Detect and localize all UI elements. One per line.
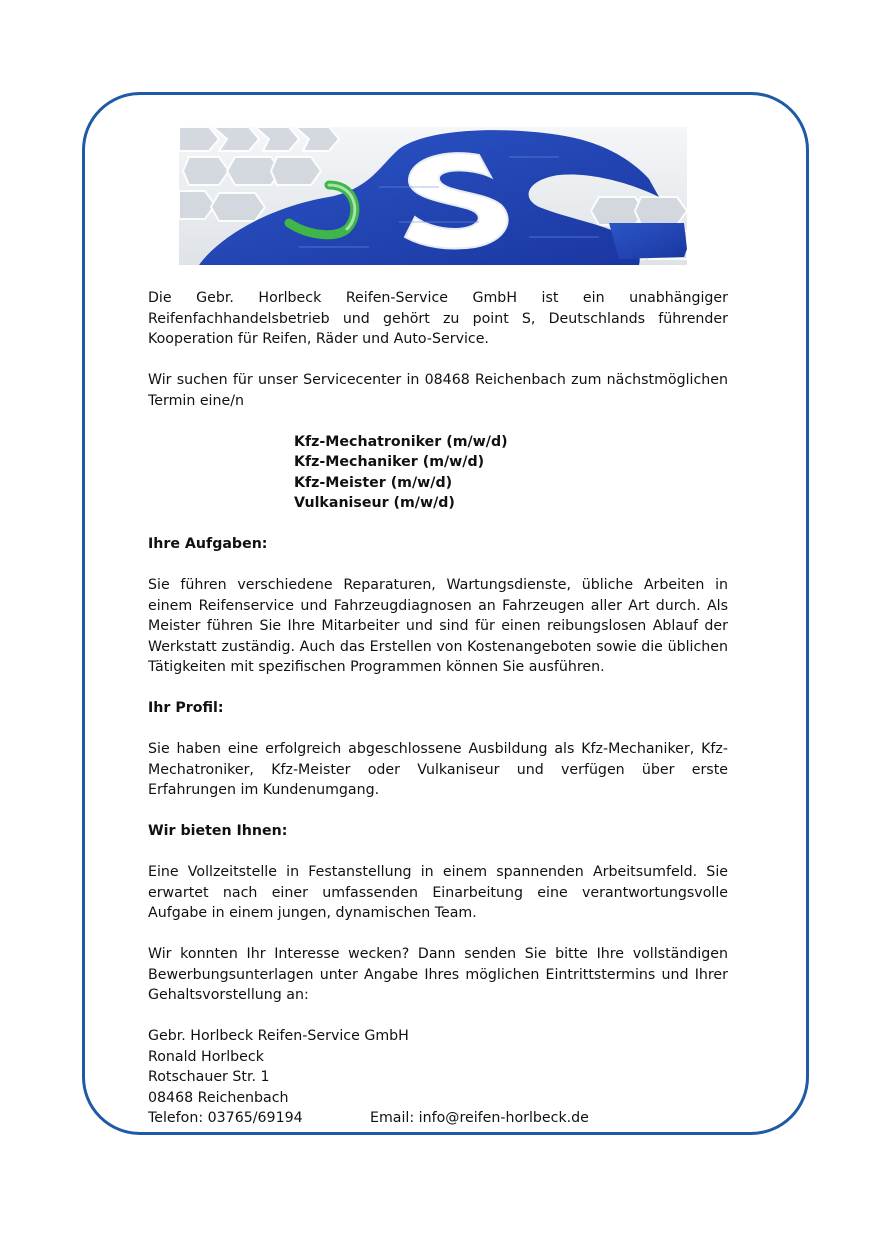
contact-email[interactable]: Email: info@reifen-horlbeck.de [370,1110,589,1126]
profile-heading: Ihr Profil: [148,700,224,716]
offer-heading: Wir bieten Ihnen: [148,823,288,839]
contact-phone-row [148,1108,728,1129]
intro-paragraph: Die Gebr. Horlbeck Reifen-Service GmbH ist ein unabhängiger Reifenfachhandelsbetrieb und gehört zu point S, Deutschlands führender Kooperation für Reifen, Räder und Auto-Service. [148,290,728,347]
contact-company: Gebr. Horlbeck Reifen-Service GmbH [148,1028,409,1044]
point-s-logo-banner [179,127,687,265]
contact-city: 08468 Reichenbach [148,1089,289,1106]
search-paragraph: Wir suchen für unser Servicecenter in 08468 Reichenbach zum nächstmöglichen Termin eine/n [148,372,728,409]
profile-paragraph: Sie haben eine erfolgreich abgeschlossene Ausbildung als Kfz-Mechaniker, Kfz-Mechatroniker, Kfz-Meister oder Vulkaniseur und verfügen über erste Erfahrungen im Kundenumgang. [148,741,728,798]
offer-paragraph: Eine Vollzeitstelle in Festanstellung in einem spannenden Arbeitsumfeld. Sie erwartet nach einer umfassenden Einarbeitung eine verantwortungsvolle Aufgabe in einem jungen, dynamischen Team. [148,864,728,921]
position-item: Vulkaniseur (m/w/d) [294,495,455,511]
contact-block [148,1026,728,1129]
position-item: Kfz-Meister (m/w/d) [294,474,453,491]
job-ad-content [148,288,728,1129]
contact-street: Rotschauer Str. 1 [148,1069,270,1085]
tasks-heading: Ihre Aufgaben: [148,536,268,552]
closing-paragraph: Wir konnten Ihr Interesse wecken? Dann senden Sie bitte Ihre vollständigen Bewerbungsunterlagen unter Angabe Ihres möglichen Eintrittstermins und Ihrer Gehaltsvorstellung an: [148,946,728,1003]
position-item: Kfz-Mechatroniker (m/w/d) [294,433,508,450]
contact-phone: Telefon: 03765/69194 [148,1110,303,1126]
contact-person: Ronald Horlbeck [148,1048,264,1065]
tasks-paragraph: Sie führen verschiedene Reparaturen, Wartungsdienste, übliche Arbeiten in einem Reifenservice und Fahrzeugdiagnosen an Fahrzeugen aller Art durch. Als Meister führen Sie Ihre Mitarbeiter und sind für einen reibungslosen Ablauf der Werkstatt zuständig. Auch das Erstellen von Kostenangeboten sowie die üblichen Tätigkeiten mit spezifischen Programmen können Sie ausführen. [148,577,728,675]
position-item: Kfz-Mechaniker (m/w/d) [294,454,485,470]
positions-list [148,432,728,514]
point-s-logo [179,127,687,265]
